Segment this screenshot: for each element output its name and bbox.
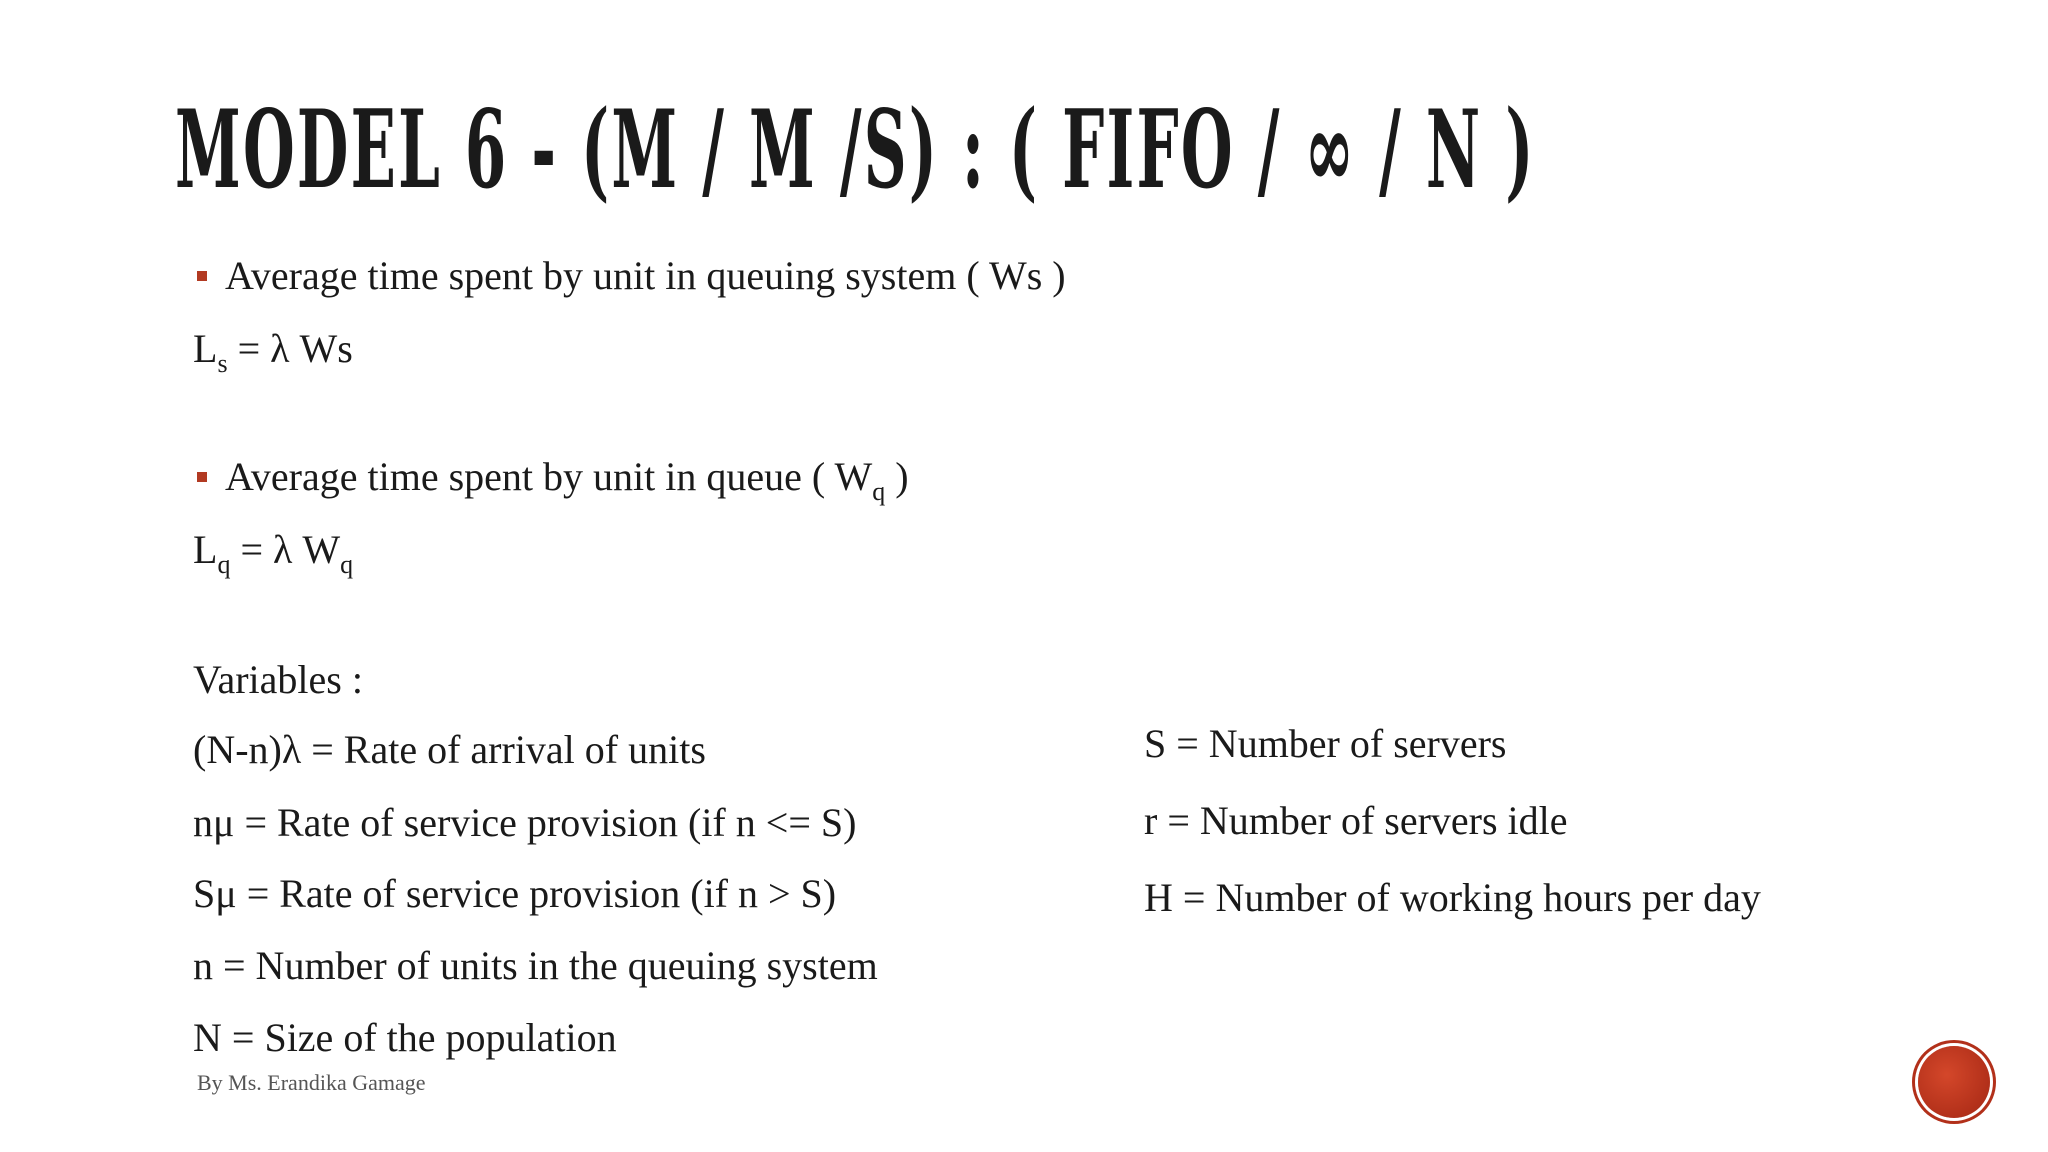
slide-nav-button[interactable] xyxy=(1918,1046,1990,1118)
variable-left: nμ = Rate of service provision (if n <= S) xyxy=(193,800,857,845)
variable-right: r = Number of servers idle xyxy=(1144,798,1568,843)
bullet-text-wq-close: ) xyxy=(885,454,909,499)
slide-title: MODEL 6 - (M / M /S) : ( FIFO / ∞ / N ) xyxy=(175,87,1536,213)
variable-right: S = Number of servers xyxy=(1144,721,1507,766)
bullet-marker xyxy=(197,271,207,281)
bullet-marker xyxy=(197,472,207,482)
variable-left: Sμ = Rate of service provision (if n > S) xyxy=(193,871,837,916)
footer-author: By Ms. Erandika Gamage xyxy=(197,1070,426,1095)
variable-left: n = Number of units in the queuing system xyxy=(193,943,878,988)
bullet-text-wq-subscript: q xyxy=(872,477,886,506)
formula-lq xyxy=(193,526,354,579)
variable-left: (N-n)λ = Rate of arrival of units xyxy=(193,727,706,772)
variable-right: H = Number of working hours per day xyxy=(1144,875,1761,920)
formula-ls-subscript: s xyxy=(217,349,228,378)
bullet-item-wq xyxy=(197,453,909,506)
formula-lq-symbol: L xyxy=(193,527,218,572)
formula-ls-rhs: = λ Ws xyxy=(227,326,353,371)
formula-lq-rhs: = λ W xyxy=(230,527,341,572)
formula-lq-subscript: q xyxy=(217,550,231,579)
formula-ls-symbol: L xyxy=(193,326,218,371)
bullet-text-wq: Average time spent by unit in queue ( W xyxy=(225,454,873,499)
variable-left: N = Size of the population xyxy=(193,1015,617,1060)
bullet-text-ws: Average time spent by unit in queuing system ( Ws ) xyxy=(225,253,1066,298)
formula-lq-rhs-subscript: q xyxy=(340,550,354,579)
variables-heading: Variables : xyxy=(193,657,363,702)
bullet-item-ws xyxy=(197,252,1066,300)
formula-ls xyxy=(193,325,353,378)
